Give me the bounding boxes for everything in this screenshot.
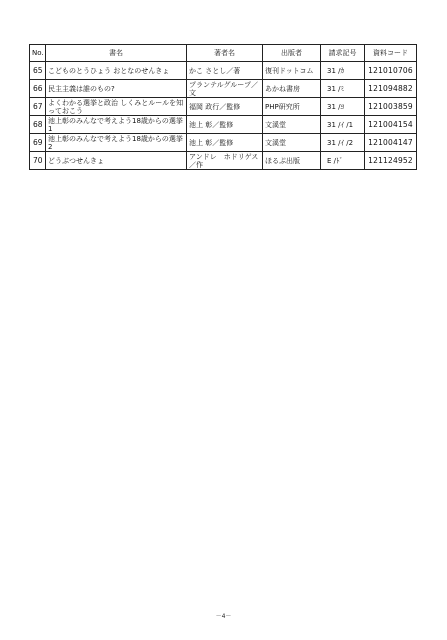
row-no: 67 xyxy=(30,98,46,116)
row-publisher: ほるぷ出版 xyxy=(263,152,321,170)
row-publisher: 復刊ドットコム xyxy=(263,62,321,80)
row-code: 121010706 xyxy=(365,62,417,80)
row-call-number: E /ﾄﾞ xyxy=(321,152,365,170)
row-no: 69 xyxy=(30,134,46,152)
row-author: 池上 彰／監修 xyxy=(187,134,263,152)
row-code: 121094882 xyxy=(365,80,417,98)
row-code: 121004154 xyxy=(365,116,417,134)
table-header-row xyxy=(30,45,417,62)
row-publisher: 文溪堂 xyxy=(263,116,321,134)
table-row xyxy=(30,62,417,80)
header-author: 著者名 xyxy=(187,45,263,62)
header-call-number: 請求記号 xyxy=(321,45,365,62)
table-row xyxy=(30,152,417,170)
row-title: 民主主義は誰のもの? xyxy=(46,80,187,98)
row-no: 70 xyxy=(30,152,46,170)
header-publisher: 出版者 xyxy=(263,45,321,62)
row-code: 121124952 xyxy=(365,152,417,170)
row-author: 池上 彰／監修 xyxy=(187,116,263,134)
row-no: 65 xyxy=(30,62,46,80)
row-call-number: 31 /ｲ /1 xyxy=(321,116,365,134)
row-title: こどものとうひょう おとなのせんきょ xyxy=(46,62,187,80)
row-title: よくわかる選挙と政治 しくみとルールを知っておこう xyxy=(46,98,187,116)
row-code: 121003859 xyxy=(365,98,417,116)
table-row xyxy=(30,98,417,116)
header-title: 書名 xyxy=(46,45,187,62)
row-author: プランテルグループ／文 xyxy=(187,80,263,98)
book-list-table xyxy=(29,44,417,170)
row-publisher: あかね書房 xyxy=(263,80,321,98)
header-code: 資料コード xyxy=(365,45,417,62)
table-row xyxy=(30,80,417,98)
row-call-number: 31 /ﾐ xyxy=(321,80,365,98)
row-publisher: PHP研究所 xyxy=(263,98,321,116)
row-no: 66 xyxy=(30,80,46,98)
row-no: 68 xyxy=(30,116,46,134)
row-call-number: 31 /ﾖ xyxy=(321,98,365,116)
row-publisher: 文溪堂 xyxy=(263,134,321,152)
row-title: 池上彰のみんなで考えよう18歳からの選挙 1 xyxy=(46,116,187,134)
header-no: No. xyxy=(30,45,46,62)
row-author: かこ さとし／著 xyxy=(187,62,263,80)
table-row xyxy=(30,116,417,134)
row-author: 福岡 政行／監修 xyxy=(187,98,263,116)
table-row xyxy=(30,134,417,152)
row-title: どうぶつせんきょ xyxy=(46,152,187,170)
row-author: アンドレ ホドリゲス／作 xyxy=(187,152,263,170)
row-call-number: 31 /ｶ xyxy=(321,62,365,80)
row-code: 121004147 xyxy=(365,134,417,152)
row-call-number: 31 /ｲ /2 xyxy=(321,134,365,152)
row-title: 池上彰のみんなで考えよう18歳からの選挙 2 xyxy=(46,134,187,152)
page-number: －4－ xyxy=(215,613,232,620)
